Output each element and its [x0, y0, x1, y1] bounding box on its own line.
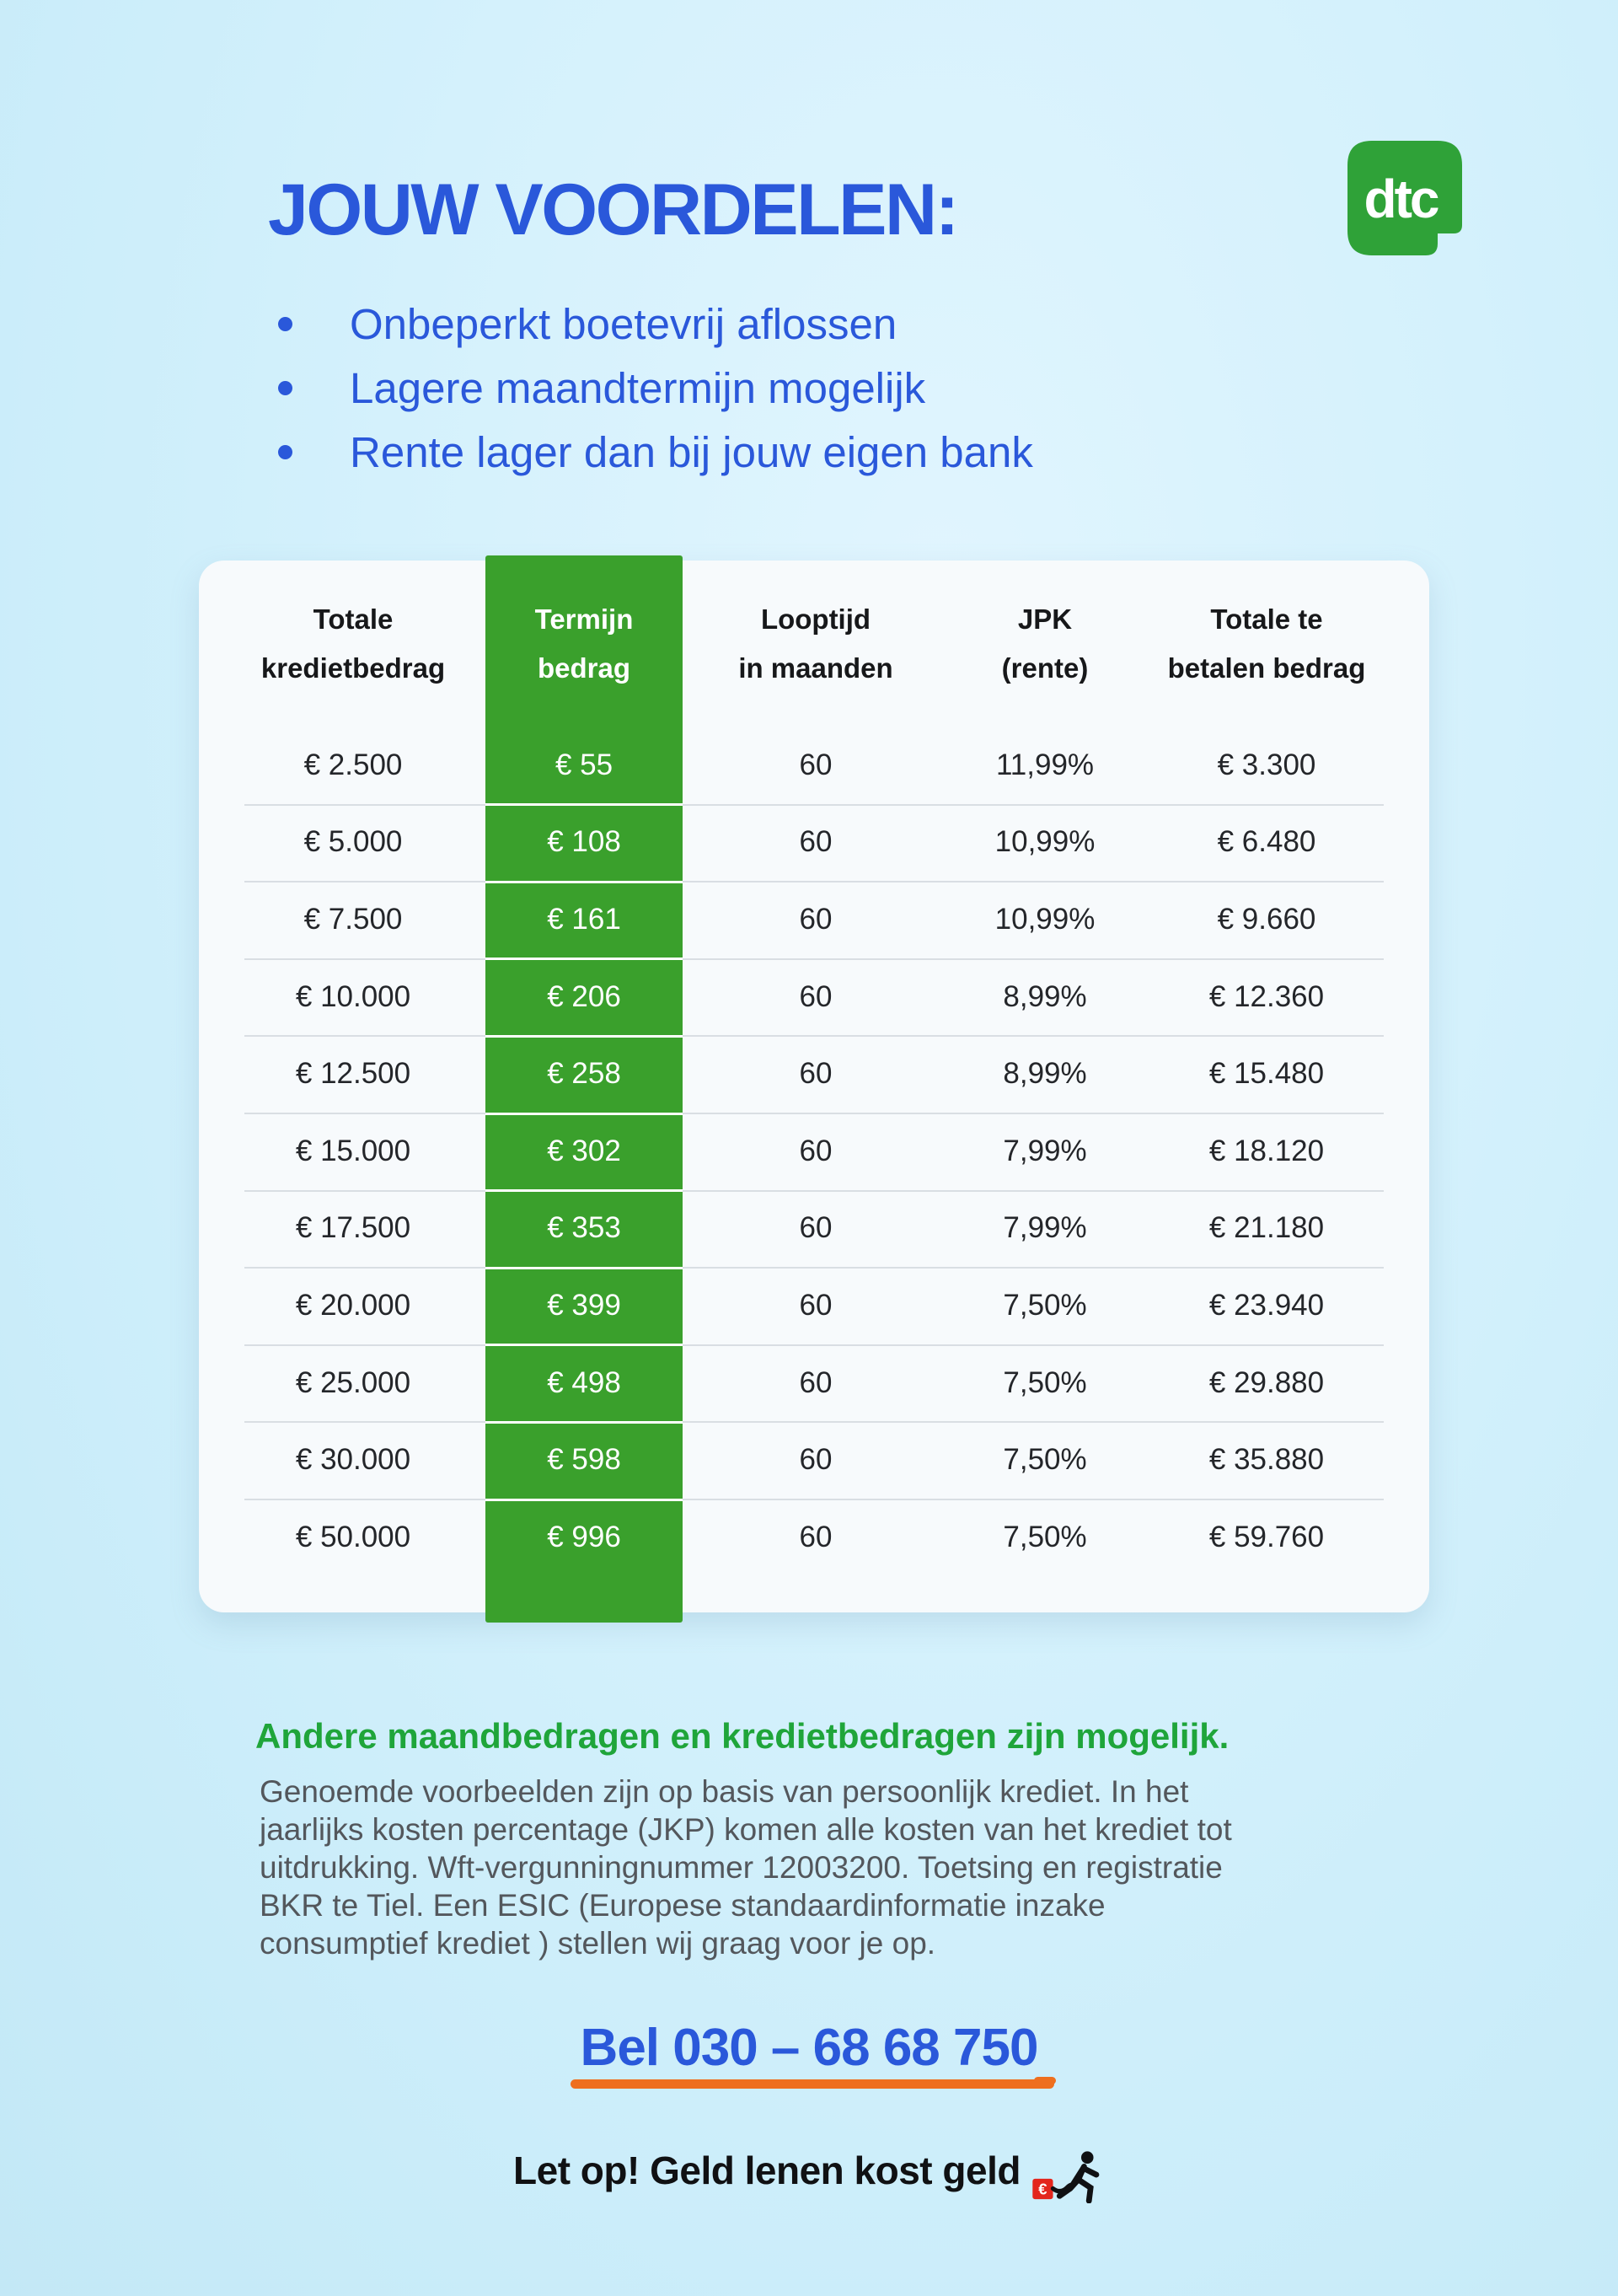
table-cell-r0-c1: € 55	[555, 748, 613, 781]
benefit-label: Rente lager dan bij jouw eigen bank	[350, 427, 1033, 476]
benefit-item-2	[271, 420, 1033, 484]
table-cell-r0-c2: 60	[799, 748, 833, 781]
table-cell-r8-c3: 7,50%	[1003, 1365, 1087, 1399]
dtc-logo-text: dtc	[1364, 169, 1438, 229]
table-cell-r1-c4: € 6.480	[1217, 825, 1316, 859]
table-cell-r2-c0: € 7.500	[303, 902, 403, 936]
table-cell-r1-c3: 10,99%	[994, 825, 1096, 859]
table-cell-r7-c4: € 23.940	[1208, 1288, 1325, 1322]
note-paragraph: Genoemde voorbeelden zijn op basis van persoonlijk krediet. In het jaarlijks kosten percentage (JKP) komen alle kosten van het krediet tot uitdrukking. Wft-vergunningnummer 12003200. Toetsing en registratie BKR te Tiel. Een ESIC (Europese standaardinformatie inzake consumptief krediet ) stellen wij graag voor je op.	[260, 1774, 1232, 1961]
table-cell-r0-c3: 11,99%	[995, 748, 1095, 781]
table-cell-r0-c0: € 2.500	[303, 748, 403, 781]
table-cell-r3-c1: € 206	[547, 979, 621, 1013]
rate-table	[199, 561, 1429, 1576]
table-cell-r5-c4: € 18.120	[1208, 1134, 1325, 1167]
table-cell-r6-c1: € 353	[547, 1211, 621, 1245]
table-cell-r5-c2: 60	[799, 1134, 833, 1167]
table-cell-r6-c2: 60	[799, 1211, 833, 1245]
table-cell-r7-c1: € 399	[547, 1288, 621, 1322]
table-cell-r3-c3: 8,99%	[1003, 979, 1087, 1013]
column-header-2: Looptijd in maanden	[738, 603, 893, 684]
table-cell-r1-c0: € 5.000	[303, 825, 403, 859]
table-cell-r5-c3: 7,99%	[1003, 1134, 1087, 1167]
benefits-list	[271, 292, 1033, 484]
table-cell-r10-c4: € 59.760	[1208, 1520, 1325, 1553]
table-cell-r2-c4: € 9.660	[1217, 902, 1316, 936]
table-cell-r4-c2: 60	[799, 1057, 833, 1091]
table-cell-r2-c2: 60	[799, 902, 833, 936]
table-cell-r8-c4: € 29.880	[1208, 1365, 1325, 1399]
credit-warning-text: Let op! Geld lenen kost geld	[513, 2148, 1021, 2192]
table-cell-r3-c2: 60	[799, 979, 833, 1013]
table-cell-r2-c3: 10,99%	[994, 902, 1096, 936]
rate-table-card	[199, 561, 1429, 1612]
table-cell-r10-c2: 60	[799, 1520, 833, 1553]
table-cell-r5-c0: € 15.000	[295, 1134, 411, 1167]
table-cell-r8-c1: € 498	[547, 1365, 621, 1399]
table-cell-r6-c4: € 21.180	[1208, 1211, 1325, 1245]
dtc-logo	[1347, 140, 1465, 260]
table-cell-r9-c0: € 30.000	[295, 1443, 411, 1477]
table-cell-r8-c0: € 25.000	[295, 1365, 411, 1399]
table-cell-r9-c3: 7,50%	[1003, 1443, 1087, 1477]
table-cell-r7-c0: € 20.000	[295, 1288, 411, 1322]
benefit-item-0	[271, 292, 1033, 356]
column-header-0: Totale kredietbedrag	[260, 603, 446, 684]
bullet-dot-icon	[278, 381, 292, 395]
table-cell-r1-c2: 60	[799, 825, 833, 859]
phone-underline-stroke	[571, 2079, 1054, 2089]
table-cell-r10-c3: 7,50%	[1003, 1520, 1087, 1553]
table-cell-r6-c0: € 17.500	[295, 1211, 411, 1245]
table-cell-r10-c0: € 50.000	[295, 1520, 411, 1553]
bullet-dot-icon	[278, 317, 292, 331]
phone-number: Bel 030 – 68 68 750	[580, 2019, 1038, 2077]
table-cell-r5-c1: € 302	[547, 1134, 621, 1167]
column-header-4: Totale te betalen bedrag	[1167, 603, 1366, 684]
table-cell-r3-c0: € 10.000	[295, 979, 411, 1013]
bullet-dot-icon	[278, 445, 292, 459]
table-cell-r2-c1: € 161	[547, 902, 621, 936]
column-header-3: JPK (rente)	[1001, 603, 1089, 684]
money-weight-runner-icon	[1031, 2149, 1105, 2207]
column-header-1: Termijn bedrag	[534, 603, 634, 684]
table-cell-r6-c3: 7,99%	[1003, 1211, 1087, 1245]
note-heading: Andere maandbedragen en kredietbedragen zijn mogelijk.	[255, 1716, 1230, 1756]
benefit-item-1	[271, 356, 1033, 420]
table-cell-r9-c1: € 598	[547, 1443, 621, 1477]
table-cell-r7-c2: 60	[799, 1288, 833, 1322]
table-cell-r4-c3: 8,99%	[1003, 1057, 1087, 1091]
benefit-label: Lagere maandtermijn mogelijk	[350, 363, 926, 412]
table-cell-r4-c1: € 258	[547, 1057, 621, 1091]
svg-text:€: €	[1038, 2180, 1047, 2198]
dtc-logo-bubble-icon	[1347, 140, 1465, 260]
table-cell-r7-c3: 7,50%	[1003, 1288, 1087, 1322]
table-cell-r1-c1: € 108	[547, 825, 621, 859]
table-cell-r4-c4: € 15.480	[1208, 1057, 1325, 1091]
benefit-label: Onbeperkt boetevrij aflossen	[350, 299, 897, 348]
table-cell-r4-c0: € 12.500	[295, 1057, 411, 1091]
table-cell-r9-c4: € 35.880	[1208, 1443, 1325, 1477]
table-cell-r8-c2: 60	[799, 1365, 833, 1399]
table-cell-r10-c1: € 996	[547, 1520, 621, 1553]
table-cell-r0-c4: € 3.300	[1217, 748, 1316, 781]
page-title: JOUW VOORDELEN:	[268, 169, 957, 250]
credit-warning	[0, 2148, 1618, 2207]
table-cell-r3-c4: € 12.360	[1208, 979, 1325, 1013]
table-cell-r9-c2: 60	[799, 1443, 833, 1477]
